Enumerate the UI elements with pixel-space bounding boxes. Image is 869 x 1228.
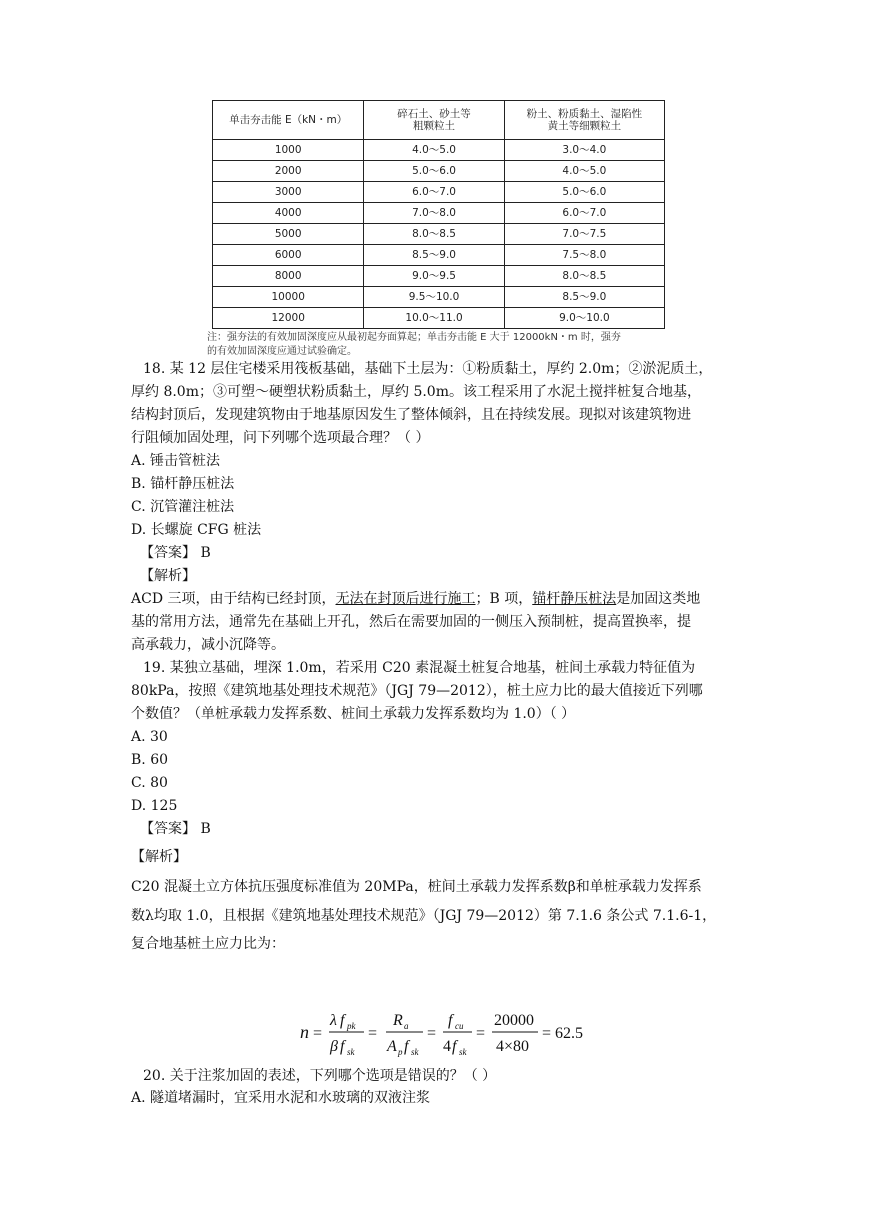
q18-option: B. 锚杆静压桩法 [131,476,235,492]
stress-ratio-formula [300,1003,590,1063]
formula-sub-a: a [404,1021,409,1031]
table-header-line: 黄土等细颗粒土 [547,120,622,132]
q18-stem-line: 18. 某 12 层住宅楼采用筏板基础，基础下土层为：①粉质黏土，厚约 2.0m；②淤泥质土， [143,361,713,377]
table-cell: 9.0～10.0 [504,308,664,329]
table-header-cell [364,101,504,140]
q20-stem-line: 20. 关于注浆加固的表述，下列哪个选项是错误的？（ ） [143,1068,497,1084]
formula-numerator: 20000 [494,1012,534,1029]
table-header-cell: 单击夯击能 E（kN・m） [213,101,364,140]
table-cell: 3.0～4.0 [504,140,664,161]
q19-analysis-line: C20 混凝土立方体抗压强度标准值为 20MPa，桩间土承载力发挥系数β和单桩承载力发挥系 [131,879,702,895]
formula-four: 4 [443,1038,451,1055]
table-header-row [213,101,665,140]
formula-f: f [340,1012,345,1029]
table-cell: 8.5～9.0 [504,287,664,308]
table-header-line: 碎石土、砂土等 [397,108,471,120]
q19-analysis-line: 复合地基桩土应力比为： [131,936,285,952]
table-cell: 6000 [213,245,364,266]
q18-analysis-line: 高承载力，减小沉降等。 [131,637,285,653]
equals-sign: = [427,1025,437,1042]
table-cell: 6.0～7.0 [504,203,664,224]
table-cell: 12000 [213,308,364,329]
formula-sub-cu: cu [455,1021,464,1031]
equals-sign: = [542,1025,552,1042]
table-cell: 5.0～6.0 [504,182,664,203]
q19-option: D. 125 [131,798,178,814]
q18-answer: 【答案】 B [140,545,211,561]
formula-f: f [404,1038,409,1055]
formula-A: A [387,1038,397,1055]
formula-sub-sk: sk [347,1047,355,1057]
table-row [213,182,665,203]
table-cell: 4000 [213,203,364,224]
table-cell: 7.0～8.0 [364,203,504,224]
table-cell: 9.0～9.5 [364,266,504,287]
q18-stem-line: 行阻倾加固处理，问下列哪个选项最合理？（ ） [131,430,430,446]
table-cell: 4.0～5.0 [364,140,504,161]
q19-analysis-label: 【解析】 [131,849,187,865]
formula-sub-sk: sk [459,1047,467,1057]
equals-sign: = [368,1025,378,1042]
q18-stem-line: 厚约 8.0m；③可塑～硬塑状粉质黏土，厚约 5.0m。该工程采用了水泥土搅拌桩复合地基， [131,384,701,400]
tamping-depth-table [207,100,667,359]
q19-option: C. 80 [131,775,168,791]
formula-sub-sk: sk [411,1047,419,1057]
q19-stem-line: 19. 某独立基础，埋深 1.0m，若采用 C20 素混凝土桩复合地基，桩间土承载力特征值为 [143,660,696,676]
table-cell: 6.0～7.0 [364,182,504,203]
table-body [213,140,665,329]
table-cell: 1000 [213,140,364,161]
formula-sub-pk: pk [347,1021,356,1031]
formula-denominator: 4×80 [496,1038,530,1055]
table-header-line: 粗颗粒土 [413,120,456,132]
table-row [213,140,665,161]
q19-stem-line: 80kPa，按照《建筑地基处理技术规范》（JGJ 79—2012），桩土应力比的最大值接近下列哪 [131,683,703,699]
table-cell: 8.0～8.5 [364,224,504,245]
q18-analysis-line: ACD 三项，由于结构已经封顶，无法在封顶后进行施工；B 项，锚杆静压桩法是加固这类地 [131,591,701,607]
formula-sub-p: p [398,1047,403,1057]
table-header-line: 粉土、粉质黏土、湿陷性 [526,108,643,120]
table-cell: 9.5～10.0 [364,287,504,308]
table-row [213,224,665,245]
q19-option: A. 30 [131,729,168,745]
table-cell: 8.0～8.5 [504,266,664,287]
formula-result: 62.5 [555,1025,583,1042]
table-row [213,287,665,308]
q20-option: A. 隧道堵漏时，宜采用水泥和水玻璃的双液注浆 [131,1090,431,1106]
table-cell: 5.0～6.0 [364,161,504,182]
table-row [213,245,665,266]
table-cell: 3000 [213,182,364,203]
table-cell: 10.0～11.0 [364,308,504,329]
table-cell: 10000 [213,287,364,308]
table-header-cell [504,101,664,140]
table-cell: 4.0～5.0 [504,161,664,182]
q18-option: D. 长螺旋 CFG 桩法 [131,522,262,538]
q18-analysis-line: 基的常用方法，通常先在基础上开孔，然后在需要加固的一侧压入预制桩，提高置换率，提 [131,614,691,630]
formula-n: n [300,1022,309,1042]
table-note: 注：强夯法的有效加固深度应从最初起夯面算起；单击夯击能 E 大于 12000kN・m 时，强夯 的有效加固深度应通过试验确定。 [207,332,621,357]
equals-sign: = [313,1025,323,1042]
formula-R: R [393,1012,403,1029]
table-cell: 7.0～7.5 [504,224,664,245]
table-row [213,203,665,224]
q19-stem-line: 个数值？（单桩承载力发挥系数、桩间土承载力发挥系数均为 1.0）（ ） [131,706,576,722]
table-cell: 2000 [213,161,364,182]
equals-sign: = [476,1025,486,1042]
table-row [213,161,665,182]
q19-option: B. 60 [131,752,169,768]
q18-option: A. 锤击管桩法 [131,453,221,469]
q18-stem-line: 结构封顶后，发现建筑物由于地基原因发生了整体倾斜，且在持续发展。现拟对该建筑物进 [131,407,691,423]
table-cell: 8.5～9.0 [364,245,504,266]
q18-option: C. 沉管灌注桩法 [131,499,235,515]
q18-analysis-label: 【解析】 [140,568,196,584]
formula-beta: β [330,1038,338,1055]
table-cell: 7.5～8.0 [504,245,664,266]
table-cell: 8000 [213,266,364,287]
formula-f: f [340,1038,345,1055]
q19-analysis-line: 数λ均取 1.0，且根据《建筑地基处理技术规范》（JGJ 79—2012）第 7.1.6 条公式 7.1.6-1， [131,908,717,924]
table-row [213,308,665,329]
table-row [213,266,665,287]
formula-lambda: λ [330,1012,337,1029]
formula-f: f [452,1038,457,1055]
formula-f: f [448,1012,453,1029]
q19-answer: 【答案】 B [140,821,211,837]
table-cell: 5000 [213,224,364,245]
